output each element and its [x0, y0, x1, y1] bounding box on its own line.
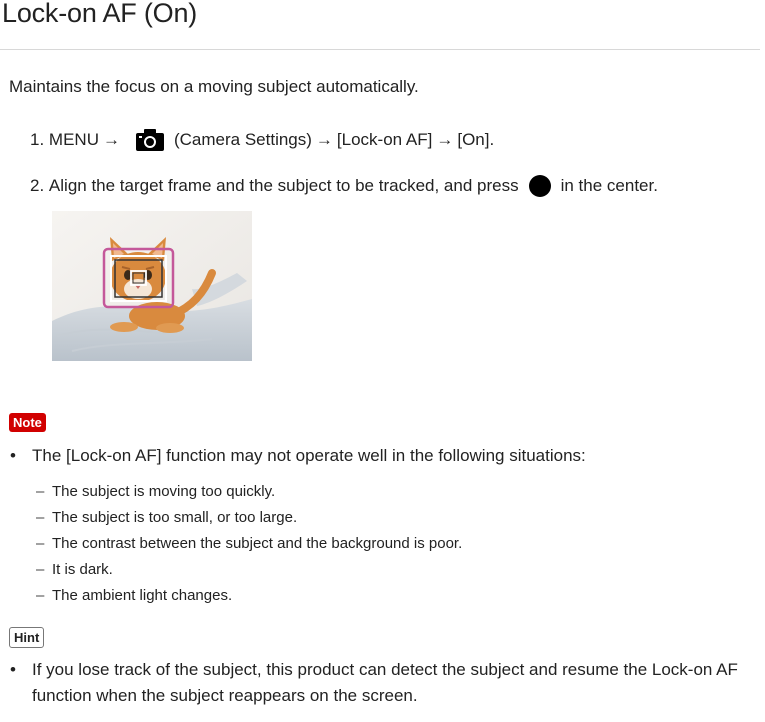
note-item: – The contrast between the subject and the background is poor. [36, 535, 463, 552]
note-item-text: The contrast between the subject and the background is poor. [52, 535, 463, 552]
step-2-text-after: in the center. [560, 176, 658, 195]
title-divider [0, 49, 760, 50]
menu-value-on: [On]. [457, 130, 495, 149]
camera-icon [135, 128, 165, 152]
note-item: – It is dark. [36, 561, 113, 578]
hint-badge: Hint [9, 627, 44, 648]
hint-text: • If you lose track of the subject, this product can detect the subject and resume the Lock-on AF function when the subject reappears on the screen. [32, 657, 760, 709]
note-item-text: The subject is moving too quickly. [52, 483, 276, 500]
note-item-text: The subject is too small, or too large. [52, 509, 298, 526]
menu-item-lock-on-af: [Lock-on AF] [336, 130, 433, 149]
note-item: – The subject is too small, or too large. [36, 509, 298, 526]
arrow: → [102, 130, 120, 149]
note-item: – The subject is moving too quickly. [36, 483, 276, 500]
center-button-icon [529, 175, 551, 197]
tracking-example-photo [52, 211, 252, 361]
note-item-text: The ambient light changes. [52, 587, 233, 604]
step-2-text: Align the target frame and the subject to be tracked, and press [48, 176, 519, 195]
note-item: – The ambient light changes. [36, 587, 233, 604]
step-2-number: 2. [30, 176, 45, 195]
intro-text: Maintains the focus on a moving subject automatically. [9, 77, 419, 96]
note-item-text: It is dark. [52, 561, 113, 578]
note-text: • The [Lock-on AF] function may not operate well in the following situations: [32, 443, 586, 469]
note-badge: Note [9, 413, 46, 432]
step-2 [30, 175, 658, 197]
step-1-menu: MENU [48, 130, 99, 149]
arrow: → [315, 130, 333, 149]
step-1 [30, 128, 494, 152]
camera-settings-label: (Camera Settings) [173, 130, 312, 149]
step-1-number: 1. [30, 130, 45, 149]
page-title: Lock-on AF (On) [2, 0, 198, 28]
arrow: → [436, 130, 454, 149]
